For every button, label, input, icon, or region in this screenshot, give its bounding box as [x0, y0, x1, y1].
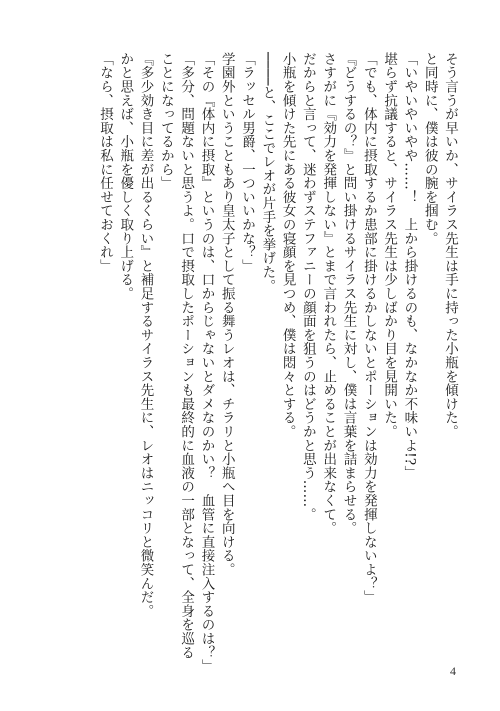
text-line: と同時に、僕は彼の腕を掴む。	[421, 52, 438, 246]
text-line: 『多少効き目に差が出るくらい』と補足するサイラス先生に、レオはニッコリと微笑んだ。	[137, 52, 154, 618]
text-line: 学園外ということもあり皇太子として振る舞うレオは、チラリと小瓶へ目を向ける。	[218, 52, 235, 577]
text-line: そう言うが早いか、サイラス先生は手に持った小瓶を傾けた。	[442, 52, 458, 439]
text-line: 「いやいやいやや……！ 上から掛けるのも、なかなか不味いよ!?」	[401, 52, 418, 480]
text-line: 「でも、体内に摂取するか患部に掛けるかしないとポーションは効力を発揮しないよ？」	[360, 52, 377, 604]
text-line: 「ラッセル男爵、一ついいかな？」	[239, 52, 256, 273]
page-number: 4	[450, 664, 456, 678]
text-line: 「その『体内に摂取』というのは、口からじゃないとダメなのかい？ 血管に直接注入するのは？」	[198, 52, 215, 673]
text-line: 「多分、問題ないと思うよ。口で摂取したポーションも最終的に血液の一部となって、全身を巡る	[178, 52, 195, 660]
text-line: ことになってるから」	[157, 52, 174, 190]
text-line: さすがに『効力を発揮しない』とまで言われたら、止めることが出来なくて。	[320, 52, 337, 535]
text-line: 堪らず抗議すると、サイラス先生は少しばかり目を見開いた。	[381, 52, 398, 439]
text-line: かと思えば、小瓶を優しく取り上げる。	[117, 52, 134, 301]
text-line: 「なら、摂取は私に任せておくれ」	[96, 52, 113, 273]
text-line: 『どうするの？』と問い掛けるサイラス先生に対し、僕は言葉を詰まらせる。	[340, 52, 357, 535]
text-line: 小瓶を傾けた先にある彼女の寝顔を見つめ、僕は悶々とする。	[279, 52, 296, 439]
vertical-text-body	[95, 52, 460, 673]
text-line: だからと言って、迷わずステファニーの顔面を狙うのはどうかと思う……。	[299, 52, 316, 522]
text-line: ────と、ここでレオが片手を挙げた。	[259, 52, 276, 293]
